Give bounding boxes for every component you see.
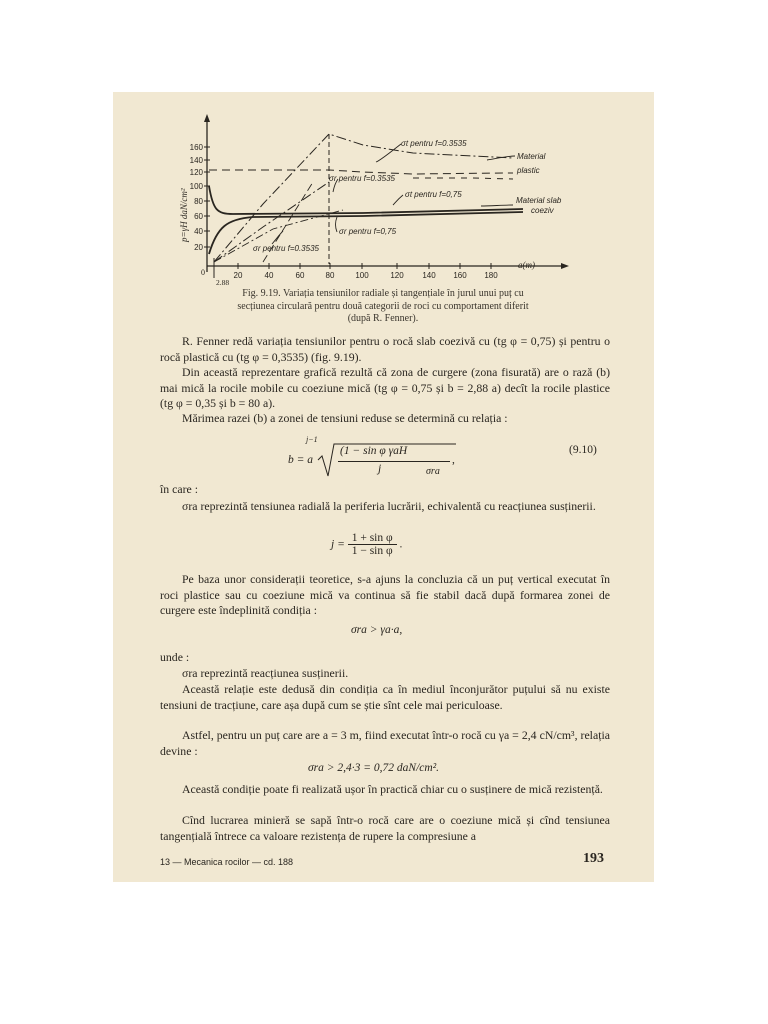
x-tick: 80 [325,271,335,280]
paragraph-reaction: σra reprezintă reacțiunea susținerii. [182,666,349,680]
zero-label: 0 [201,268,205,277]
x-start-label: 2.88 [216,278,230,287]
x-tick: 180 [484,271,498,280]
equation-j: j = $\frac{\text{1 + sin φ}}{\text{1 − sin φ}}$ . [331,532,403,557]
label-sigma-t-weak: σt pentru f=0,75 [405,190,462,199]
x-tick: 140 [422,271,436,280]
y-tick: 60 [194,212,203,221]
figure-9-19 [113,92,654,287]
eq-denominator-j: j [378,463,382,475]
paragraph-in-care: în care : [160,482,198,496]
book-page: 160 140 120 100 80 60 40 20 p=γH daN/cm² 20 40 60 80 100 120 140 160 180 a(m) 0 2.88 σt pentru f=0.3535 σr pentru f=0.3535 σt pentru f=0,75 σr pentru f=0,75 σr pentru f=0.3535 Material plastic Material slab coeziv Fig. 9.19. Variația tensiunilor radiale și tangențiale în jurul unui puț cu secțiunea circulară pentru două categorii de roci cu comportament diferit (după R. Fenner). R. Fenner redă variația tensiunilor pentru o rocă slab coezivă cu (tg φ = 0,75) și pentru o rocă plastică cu (tg φ = 0,3535) (fig. 9.19). Din această reprezentare grafică rezultă că zona de curgere (zona fisurată) are o rază (b) mai mică la rocile mobile cu coeziune mică (tg φ = 0,75 și b = 2,88 a) decît la rocile plastice (tg φ = 0,35 și b = 80 a). Mărimea razei (b) a zonei de tensiuni reduse se determină cu relația : j−1 b = a (1 − sin φ γaH j σra , (9.10) în care : σra reprezintă tensiunea radială la periferia lucrării, echivalentă cu reacțiunea susținerii. j = $\frac{\text{1 + sin φ}}{\text{1 − sin φ}}$ . Pe baza unor considerații teoretice, s-a ajuns la concluzia că un puț vertical executat în roci plastice sau cu coeziune mică va continua să fie stabil dacă după formarea zonei de curgere este îndeplinită condiția : σra > γa·a, unde : σra reprezintă reacțiunea susținerii. Această relație este dedusă din condiția ca în mediul înconjurător puțului să nu existe tensiuni de tracțiune, care așa după cum se știe sînt cele mai periculoase. Astfel, pentru un puț care are a = 3 m, fiind executat într-o rocă cu γa = 2,4 cN/cm³, relația devine : σra > 2,4·3 = 0,72 daN/cm². Această condiție poate fi realizată ușor în practică chiar cu o susținere de mică rezistență. Cînd lucrarea minieră se sapă într-o rocă care are o coeziune mică și cînd tensiunea tangențială întrece ca valoare rezistența de rupere la compresiune a 13 — Mecanica rocilor — cd. 188 193 [113,92,654,882]
paragraph-flow-zone: Din această reprezentare grafică rezultă că zona de curgere (zona fisurată) are o rază (b) mai mică la rocile mobile cu coeziune mică (tg φ = 0,75 și b = 2,88 a) decît la rocile plastice (tg φ = 0,35 și b = 80 a). [160,365,610,410]
y-tick: 100 [189,182,203,191]
eq-exponent: j−1 [306,435,318,444]
equation-condition: σra > γa·a, [351,624,403,636]
eq-j-numerator: 1 + sin φ [348,532,397,545]
eq-j-fraction [348,532,397,557]
paragraph-mine: Cînd lucrarea minieră se sapă într-o rocă care are o coeziune mică și cînd tensiunea tangențială întrece ca valoare rezistența de rupere la compresiune a [160,813,610,843]
paragraph-example: Astfel, pentru un puț care are a = 3 m, fiind executat într-o rocă cu γa = 2,4 cN/cm³, relația devine : [160,728,610,758]
eq-j-lhs: j = [331,538,345,551]
paragraph-sigma-ra: σra reprezintă tensiunea radială la periferia lucrării, echivalentă cu reacțiunea susținerii. [182,499,596,513]
eq-numerator: (1 − sin φ γaH [340,445,408,457]
y-tick: 20 [194,243,203,252]
x-tick: 120 [390,271,404,280]
x-tick: 60 [295,271,305,280]
y-tick: 140 [189,156,203,165]
y-tick: 160 [189,143,203,152]
caption-line: secțiunea circulară pentru două categorii de roci cu comportament diferit [237,300,529,312]
y-tick: 80 [194,197,203,206]
y-tick: 40 [194,227,203,236]
caption-line: (după R. Fenner). [347,313,419,324]
paragraph-stability: Pe baza unor considerații teoretice, s-a ajuns la concluzia că un puț vertical executat în roci plastice sau cu coeziune mică va continua să fie stabil dacă după formarea zonei de curgere este îndeplinită condiția : [160,572,610,617]
y-tick: 120 [189,168,203,177]
paragraph-radius: Mărimea razei (b) a zonei de tensiuni reduse se determină cu relația : [182,411,508,425]
eq-lhs: b = a [288,454,314,466]
x-tick: 100 [355,271,369,280]
label-material-slab: Material slab [516,196,562,205]
paragraph-unde: unde : [160,650,190,664]
label-sigma-t-plastic: σt pentru f=0.3535 [401,139,467,148]
label-sigma-r-plastic: σr pentru f=0.3535 [329,174,395,183]
y-axis-label: p=γH daN/cm² [179,188,189,242]
label-material-plastic: Material [517,152,546,161]
x-axis-label: a(m) [518,260,535,270]
paragraph-tension: Această relație este dedusă din condiția ca în mediul înconjurător puțului să nu existe tensiuni de tracțiune, care așa după cum se știe sînt cele mai periculoase. [160,682,610,712]
label-sigma-r-weak: σr pentru f=0,75 [339,227,397,236]
eq-fraction-bar [338,461,450,462]
paragraph-fenner: R. Fenner redă variația tensiunilor pentru o rocă slab coezivă cu (tg φ = 0,75) și pentru o rocă plastică cu (tg φ = 0,3535) (fig. 9.19). [160,334,610,364]
plastic-asymptote [413,178,513,179]
x-tick: 160 [453,271,467,280]
sigma-t-weak-curve [209,186,523,214]
label-sigma-r-low: σr pentru f=0.3535 [253,244,319,253]
x-tick: 40 [264,271,274,280]
equation-result: σra > 2,4·3 = 0,72 daN/cm². [308,762,440,774]
x-tick: 20 [233,271,243,280]
label-material-plastic-2: plastic [517,166,540,175]
page-number: 193 [583,851,604,866]
label-material-coeziv: coeziv [531,206,554,215]
eq-j-denominator: 1 − sin φ [351,545,393,557]
sigma-t-plastic-curve [214,134,513,262]
eq-denominator-sigma: σra [426,466,440,477]
equation-number: (9.10) [569,444,597,456]
footer-signature: 13 — Mecanica rocilor — cd. 188 [160,857,294,867]
paragraph-support: Această condiție poate fi realizată ușor în practică chiar cu o susținere de mică rezistență. [182,782,603,796]
caption-line: Fig. 9.19. Variația tensiunilor radiale și tangențiale în jurul unui puț cu [242,288,524,299]
figure-caption [173,288,593,326]
